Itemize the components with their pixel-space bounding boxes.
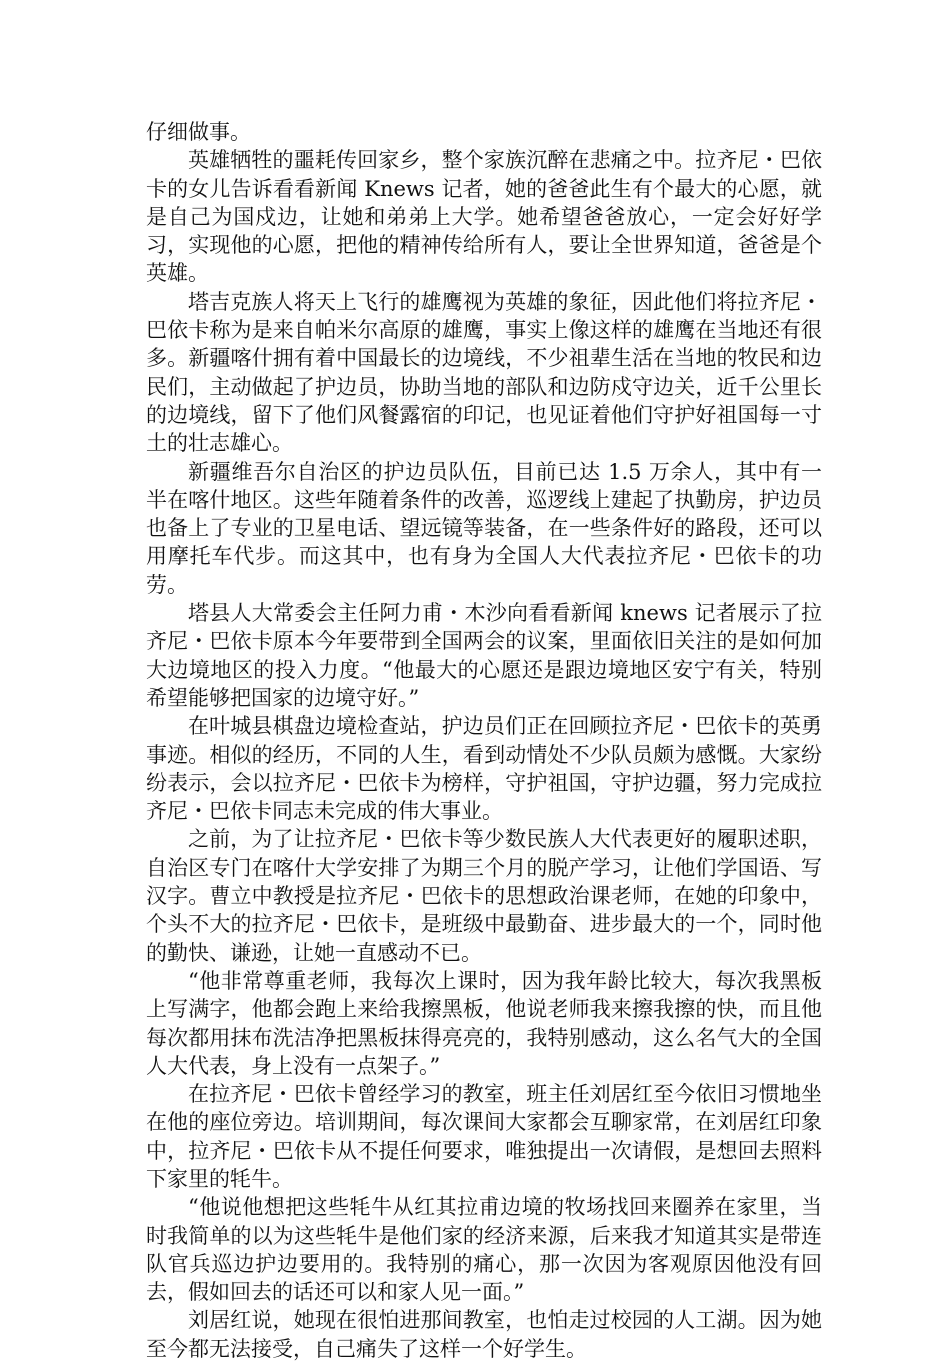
paragraph-closing: 刘居红说，她现在很怕进那间教室，也怕走过校园的人工湖。因为她至今都无法接受，自己痛失了这样一个好学生。 (146, 1308, 822, 1361)
paragraph-eagle-symbol: 塔吉克族人将天上飞行的雄鹰视为英雄的象征，因此他们将拉齐尼・巴依卡称为是来自帕米尔高原的雄鹰，事实上像这样的雄鹰在当地还有很多。新疆喀什拥有着中国最长的边境线，不少祖辈生活在当地的牧民和边民们，主动做起了护边员，协助当地的部队和边防戍守边关，近千公里长的边境线，留下了他们风餐露宿的印记，也见证着他们守护好祖国每一寸土的壮志雄心。 (146, 289, 822, 456)
paragraph-proposal: 塔县人大常委会主任阿力甫・木沙向看看新闻 knews 记者展示了拉齐尼・巴依卡原本今年要带到全国两会的议案，里面依旧关注的是如何加大边境地区的投入力度。“他最大的心愿还是跟边境地区安宁有关，特别希望能够把国家的边境守好。” (146, 601, 822, 710)
paragraph-continuation: 仔细做事。 (146, 120, 251, 144)
paragraph-study: 之前，为了让拉齐尼・巴依卡等少数民族人大代表更好的履职述职，自治区专门在喀什大学安排了为期三个月的脱产学习，让他们学国语、写汉字。曹立中教授是拉齐尼・巴依卡的思想政治课老师，在她的印象中，个头不大的拉齐尼・巴依卡，是班级中最勤奋、进步最大的一个，同时他的勤快、谦逊，让她一直感动不已。 (146, 827, 822, 965)
paragraph-family-grief: 英雄牺牲的噩耗传回家乡，整个家族沉醉在悲痛之中。拉齐尼・巴依卡的女儿告诉看看新闻 Knews 记者，她的爸爸此生有个最大的心愿，就是自己为国戍边，让她和弟弟上大学。她希望爸爸放心，一定会好好学习，实现他的心愿，把他的精神传给所有人，要让全世界知道，爸爸是个英雄。 (146, 148, 822, 286)
paragraph-checkpoint: 在叶城县棋盘边境检查站，护边员们正在回顾拉齐尼・巴依卡的英勇事迹。相似的经历，不同的人生，看到动情处不少队员颇为感慨。大家纷纷表示，会以拉齐尼・巴依卡为榜样，守护祖国，守护边疆，努力完成拉齐尼・巴依卡同志未完成的伟大事业。 (146, 714, 822, 824)
article-body (146, 118, 822, 1363)
paragraph-yak-quote: “他说他想把这些牦牛从红其拉甫边境的牧场找回来圈养在家里，当时我简单的以为这些牦牛是他们家的经济来源，后来我才知道其实是带连队官兵巡边护边要用的。我特别的痛心，那一次因为客观原因他没有回去，假如回去的话还可以和家人见一面。” (146, 1195, 822, 1305)
paragraph-classroom: 在拉齐尼・巴依卡曾经学习的教室，班主任刘居红至今依旧习惯地坐在他的座位旁边。培训期间，每次课间大家都会互聊家常，在刘居红印象中，拉齐尼・巴依卡从不提任何要求，唯独提出一次请假，是想回去照料下家里的牦牛。 (146, 1082, 822, 1191)
paragraph-teacher-quote: “他非常尊重老师，我每次上课时，因为我年龄比较大，每次我黑板上写满字，他都会跑上来给我擦黑板，他说老师我来擦我擦的快，而且他每次都用抹布洗洁净把黑板抹得亮亮的，我特别感动，这么名气大的全国人大代表，身上没有一点架子。” (146, 968, 822, 1078)
paragraph-border-guards: 新疆维吾尔自治区的护边员队伍，目前已达 1.5 万余人，其中有一半在喀什地区。这些年随着条件的改善，巡逻线上建起了执勤房，护边员也备上了专业的卫星电话、望远镜等装备，在一些条件好的路段，还可以用摩托车代步。而这其中，也有身为全国人大代表拉齐尼・巴依卡的功劳。 (146, 459, 822, 597)
